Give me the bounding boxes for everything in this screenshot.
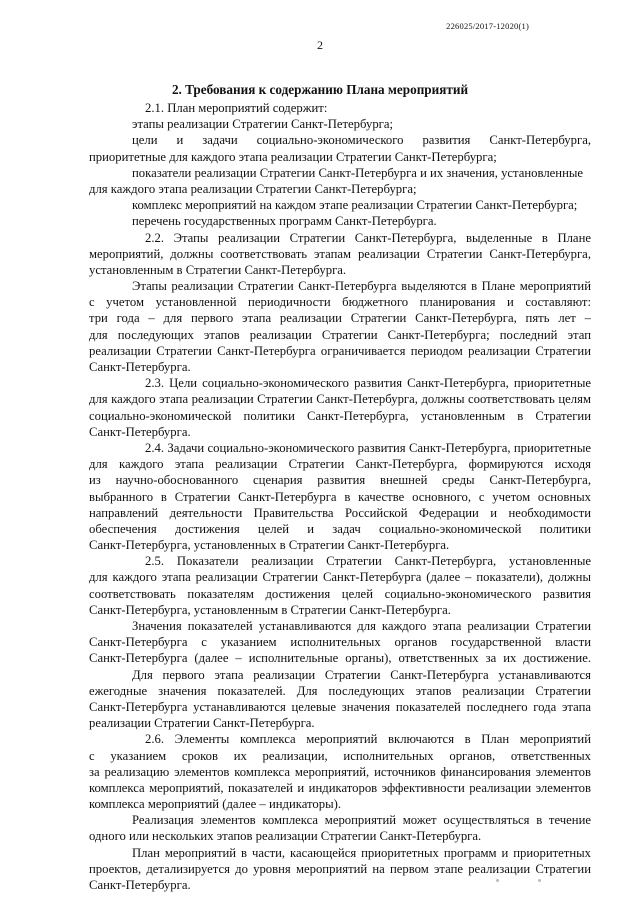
text-line: 2.6. Элементы комплекса мероприятий включаются в План мероприятий <box>145 732 591 747</box>
text-line: социально-экономической политики Санкт-Петербурга, установленным в Стратегии <box>89 408 591 423</box>
text-line: для каждого этапа реализации Стратегии Санкт-Петербурга, должны соответствовать целям <box>89 392 591 407</box>
text-line: реализации Стратегии Санкт-Петербурга ограничивается периодом реализации Стратегии <box>89 343 591 358</box>
text-line: реализации Стратегии Санкт-Петербурга. <box>89 716 315 731</box>
scan-mark <box>496 879 499 882</box>
text-line: Санкт-Петербурга устанавливаются целевые значения показателей последнего года этапа <box>89 699 591 714</box>
page-number: 2 <box>317 38 323 52</box>
text-line: 2.5. Показатели реализации Стратегии Санкт-Петербурга, установленные <box>145 554 591 569</box>
scan-mark <box>538 879 541 882</box>
document-body <box>89 100 591 893</box>
text-line: соответствовать показателям достижения целей социально-экономического развития <box>89 586 591 601</box>
text-line: 2.2. Этапы реализации Стратегии Санкт-Петербурга, выделенные в Плане <box>145 230 591 245</box>
text-line: комплекса мероприятий (далее – индикаторы). <box>89 797 342 812</box>
text-line: Санкт-Петербурга, установленных в Стратегии Санкт-Петербурга. <box>89 538 450 553</box>
text-line: Санкт-Петербурга. <box>89 878 191 892</box>
text-line: этапы реализации Стратегии Санкт-Петербурга; <box>132 117 394 132</box>
text-line: из научно-обоснованного сценария развития внешней среды Санкт-Петербурга, <box>89 473 591 488</box>
text-line: для каждого этапа реализации Стратегии Санкт-Петербурга; <box>89 181 417 196</box>
text-line: для каждого этапа реализации Стратегии Санкт-Петербурга, формируются исходя <box>89 457 591 472</box>
text-line: выбранного в Стратегии Санкт-Петербурга в качестве основного, с учетом основных <box>89 489 591 504</box>
text-line: ежегодные значения показателей. Для последующих этапов реализации Стратегии <box>89 683 591 698</box>
text-line: Санкт-Петербурга (далее – исполнительные органы), ответственных за их достижение. <box>89 651 591 666</box>
text-line: перечень государственных программ Санкт-Петербурга. <box>132 214 437 229</box>
text-line: Этапы реализации Стратегии Санкт-Петербурга выделяются в Плане мероприятий <box>132 279 591 294</box>
text-line: цели и задачи социально-экономического развития Санкт-Петербурга, <box>132 133 591 148</box>
text-line: мероприятий, должны соответствовать этапам реализации Стратегии Санкт-Петербурга, <box>89 246 591 261</box>
text-line: Санкт-Петербурга, установленным в Стратегии Санкт-Петербурга. <box>89 602 451 617</box>
text-line: Санкт-Петербурга. <box>89 424 191 439</box>
text-line: Санкт-Петербурга. <box>89 360 191 374</box>
text-line: направлений деятельности Правительства Российской Федерации и необходимости <box>89 505 591 520</box>
text-line: три года – для первого этапа реализации Стратегии Санкт-Петербурга, пять лет – <box>89 311 591 326</box>
text-line: Санкт-Петербурга с указанием исполнительных органов государственной власти <box>89 635 591 650</box>
text-line: Для первого этапа реализации Стратегии Санкт-Петербурга устанавливаются <box>132 667 591 682</box>
text-line: установленным в Стратегии Санкт-Петербурга. <box>89 262 347 277</box>
text-line: показатели реализации Стратегии Санкт-Петербурга и их значения, установленные <box>132 165 584 180</box>
text-line: 2.3. Цели социально-экономического развития Санкт-Петербурга, приоритетные <box>145 376 591 391</box>
text-line: за реализацию элементов комплекса мероприятий, источников финансирования элементов <box>89 764 591 779</box>
text-line: комплекса мероприятий, показателей и индикаторов эффективности реализации элементов <box>89 780 591 795</box>
text-line: проектов, детализируется до уровня мероприятий на первом этапе реализации Стратегии <box>89 861 591 876</box>
text-line: комплекс мероприятий на каждом этапе реализации Стратегии Санкт-Петербурга; <box>132 198 578 213</box>
text-line: План мероприятий в части, касающейся приоритетных программ и приоритетных <box>132 845 591 860</box>
text-line: для каждого этапа реализации Стратегии Санкт-Петербурга (далее – показатели), должны <box>89 570 591 585</box>
text-line: 2.1. План мероприятий содержит: <box>145 101 328 115</box>
document-id: 226025/2017-12020(1) <box>446 21 529 31</box>
text-line: 2.4. Задачи социально-экономического развития Санкт-Петербурга, приоритетные <box>145 440 591 455</box>
text-line: приоритетные для каждого этапа реализации Стратегии Санкт-Петербурга; <box>89 149 497 164</box>
text-line: с указанием сроков их реализации, исполнительных органов, ответственных <box>89 748 591 763</box>
text-line: обеспечения достижения целей и задач социально-экономической политики <box>89 521 591 536</box>
text-line: для последующих этапов реализации Стратегии Санкт-Петербурга; последний этап <box>89 327 591 342</box>
text-line: с учетом установленной периодичности бюджетного планирования и составляют: <box>89 295 591 310</box>
section-title: 2. Требования к содержанию Плана мероприятий <box>171 82 469 97</box>
text-line: одного или нескольких этапов реализации Стратегии Санкт-Петербурга. <box>89 829 482 844</box>
text-line: Значения показателей устанавливаются для каждого этапа реализации Стратегии <box>132 619 591 633</box>
text-line: Реализация элементов комплекса мероприятий может осуществляться в течение <box>132 813 591 828</box>
